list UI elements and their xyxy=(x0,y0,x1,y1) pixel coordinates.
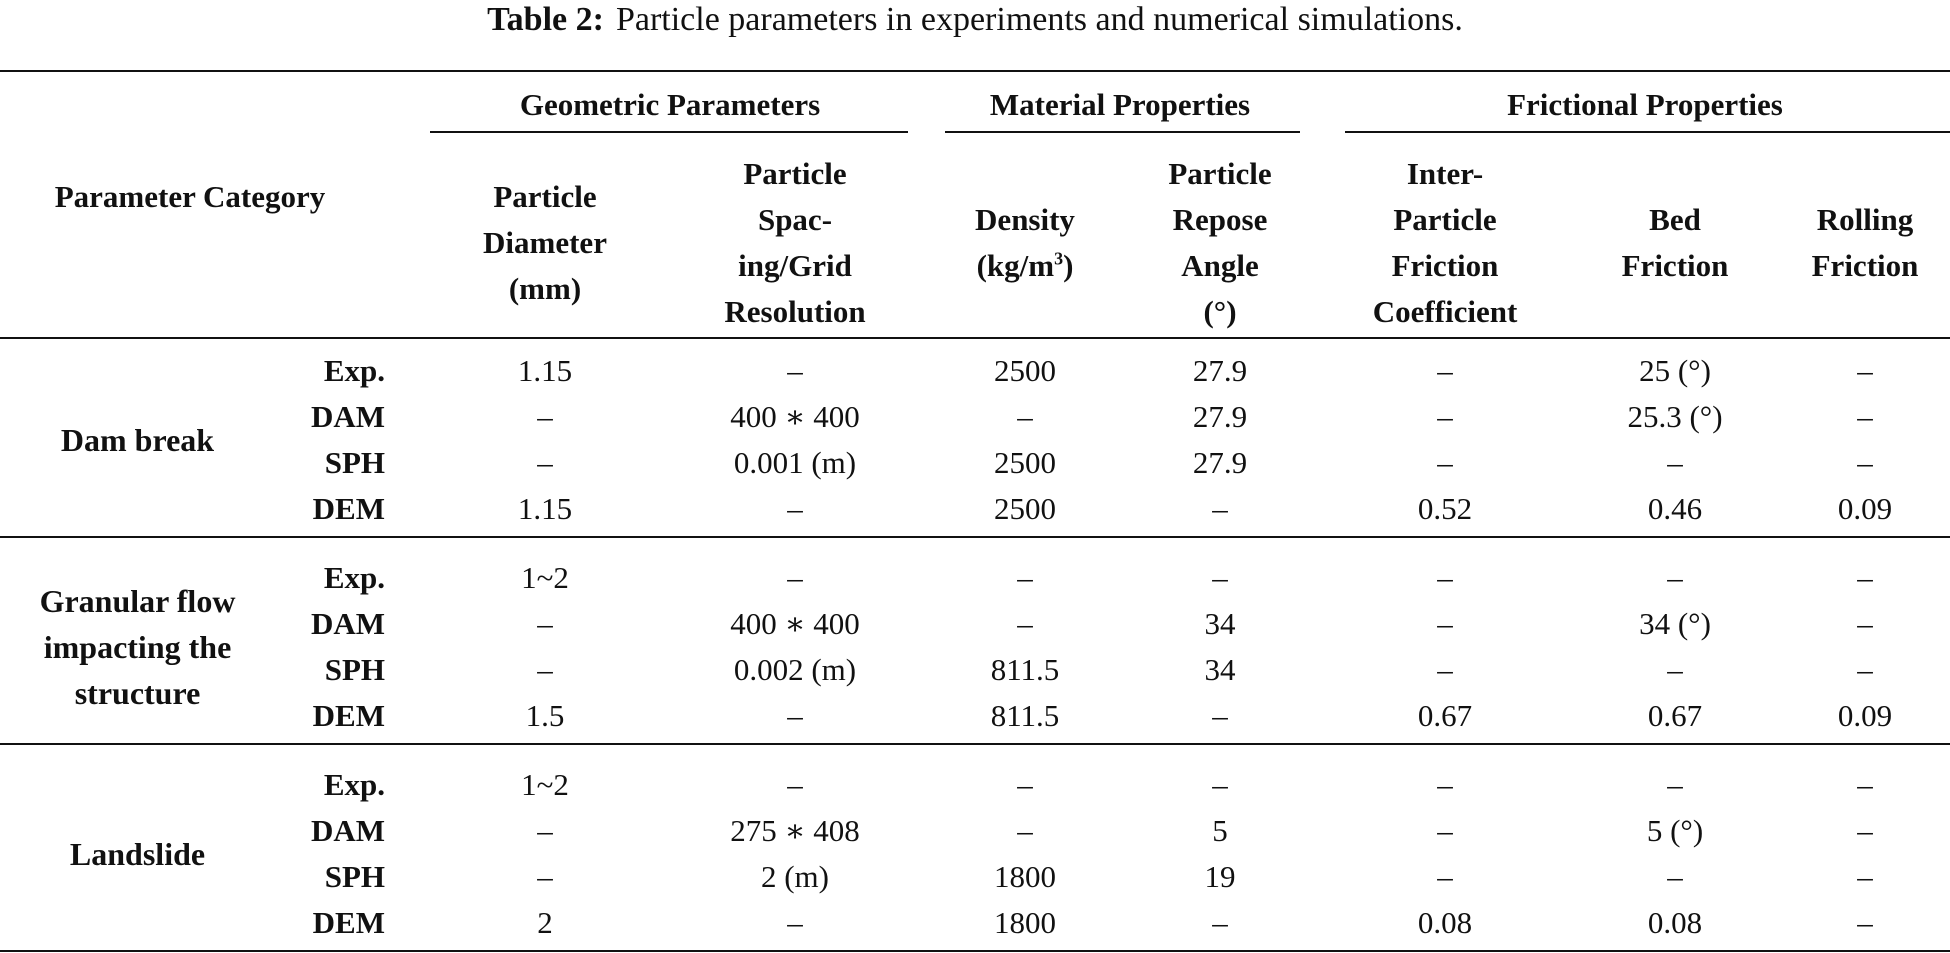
table-cell-bed: – xyxy=(1667,767,1683,802)
repose-header-line: Angle xyxy=(1181,248,1259,283)
table-cell-diameter: – xyxy=(537,399,553,434)
table-cell-density: – xyxy=(1017,399,1033,434)
table-cell-repose: 27.9 xyxy=(1192,353,1248,388)
spacing-header-line: Spac- xyxy=(757,202,833,237)
spacing-header-line: ing/Grid xyxy=(738,248,852,283)
column-header-repose xyxy=(1130,151,1310,335)
table-cell-rolling: 0.09 xyxy=(1837,491,1893,526)
column-header-interparticle xyxy=(1340,151,1550,335)
table-cell-repose: 27.9 xyxy=(1192,399,1248,434)
table-cell-density: 1800 xyxy=(994,905,1056,940)
category-label-line: Granular flow xyxy=(39,583,236,619)
table-cell-repose: 5 xyxy=(1212,813,1228,848)
table-cell-bed: 25.3 (°) xyxy=(1627,399,1723,434)
table-cell-repose: 27.9 xyxy=(1192,445,1248,480)
group-header-material: Material Properties xyxy=(989,87,1251,122)
table-cell-diameter: 1.5 xyxy=(525,698,565,733)
group-header-frictional: Frictional Properties xyxy=(1507,87,1783,122)
table-cell-bed: 0.46 xyxy=(1647,491,1703,526)
group-header-geometric: Geometric Parameters xyxy=(519,87,821,122)
table-cell-rolling: – xyxy=(1857,353,1873,388)
table-cell-interparticle: – xyxy=(1437,606,1453,641)
table-cell-diameter: – xyxy=(537,813,553,848)
table-cell-density: – xyxy=(1017,813,1033,848)
table-cell-rolling: – xyxy=(1857,445,1873,480)
density-unit-close: ) xyxy=(1063,248,1074,283)
table-cell-rolling: 0.09 xyxy=(1837,698,1893,733)
table-cell-interparticle: – xyxy=(1437,353,1453,388)
table-cell-density: – xyxy=(1017,560,1033,595)
table-cell-spacing: 400 ∗ 400 xyxy=(730,606,860,641)
row-method-label: SPH xyxy=(324,445,385,480)
diameter-header-line: (mm) xyxy=(508,271,582,306)
table-cell-diameter: – xyxy=(537,445,553,480)
table-cell-bed: 5 (°) xyxy=(1646,813,1704,848)
table-cell-bed: – xyxy=(1667,560,1683,595)
category-label xyxy=(0,578,275,716)
group-divider-rule xyxy=(0,743,1950,745)
density-unit-base: (kg/m xyxy=(976,248,1055,283)
table-caption xyxy=(0,0,1950,40)
interparticle-header-line: Particle xyxy=(1393,202,1497,237)
repose-header-line: (°) xyxy=(1203,294,1237,329)
diameter-header-line: Particle xyxy=(493,179,597,214)
table-cell-spacing: 2 (m) xyxy=(760,859,829,894)
table-cell-spacing: – xyxy=(787,698,803,733)
table-cell-repose: – xyxy=(1212,767,1228,802)
category-label xyxy=(0,417,275,463)
table-cell-density: 1800 xyxy=(994,859,1056,894)
table-cell-density: – xyxy=(1017,767,1033,802)
table-cell-density: 2500 xyxy=(994,491,1056,526)
table-cell-repose: 34 xyxy=(1204,652,1236,687)
table-cell-spacing: 0.002 (m) xyxy=(733,652,857,687)
repose-header-line: Repose xyxy=(1172,202,1268,237)
table-cell-bed: – xyxy=(1667,652,1683,687)
table-cell-diameter: – xyxy=(537,859,553,894)
table-cell-interparticle: – xyxy=(1437,445,1453,480)
table-cell-diameter: 1~2 xyxy=(521,767,569,802)
category-label-line: Landslide xyxy=(69,836,206,872)
category-label-line: impacting the xyxy=(43,629,232,665)
row-method-label: SPH xyxy=(324,859,385,894)
table-cell-diameter: – xyxy=(537,606,553,641)
table-cell-repose: 19 xyxy=(1204,859,1236,894)
row-method-label: DEM xyxy=(312,491,385,526)
row-method-label: DEM xyxy=(312,905,385,940)
table-cell-bed: 0.08 xyxy=(1647,905,1703,940)
column-header-density xyxy=(940,197,1110,289)
header-rule xyxy=(0,337,1950,339)
caption-label: Table 2: xyxy=(487,1,604,38)
table-cell-spacing: 0.001 (m) xyxy=(733,445,857,480)
table-cell-rolling: – xyxy=(1857,652,1873,687)
table-cell-interparticle: 0.67 xyxy=(1417,698,1473,733)
table-cell-rolling: – xyxy=(1857,905,1873,940)
table-cell-density: 811.5 xyxy=(990,652,1060,687)
table-cell-bed: 0.67 xyxy=(1647,698,1703,733)
category-label-line: structure xyxy=(74,675,201,711)
category-label-line: Dam break xyxy=(60,422,215,458)
table-cell-interparticle: – xyxy=(1437,859,1453,894)
bed-header-line: Friction xyxy=(1621,248,1729,283)
table-cell-rolling: – xyxy=(1857,606,1873,641)
group-rule-frictional xyxy=(1345,131,1950,133)
diameter-header-line: Diameter xyxy=(483,225,607,260)
table-cell-density: – xyxy=(1017,606,1033,641)
density-header-unit xyxy=(940,243,1110,289)
table-cell-rolling: – xyxy=(1857,767,1873,802)
row-method-label: Exp. xyxy=(323,560,385,595)
table-cell-bed: – xyxy=(1667,859,1683,894)
row-method-label: Exp. xyxy=(323,767,385,802)
table-cell-interparticle: – xyxy=(1437,652,1453,687)
group-rule-material xyxy=(945,131,1300,133)
category-label xyxy=(0,831,275,877)
table-cell-rolling: – xyxy=(1857,859,1873,894)
column-header-rolling xyxy=(1780,197,1950,289)
table-cell-diameter: 2 xyxy=(537,905,553,940)
table-cell-spacing: 400 ∗ 400 xyxy=(730,399,860,434)
table-cell-rolling: – xyxy=(1857,399,1873,434)
repose-header-line: Particle xyxy=(1168,156,1272,191)
spacing-header-line: Particle xyxy=(743,156,847,191)
table-cell-repose: – xyxy=(1212,491,1228,526)
table-cell-interparticle: – xyxy=(1437,399,1453,434)
table-cell-bed: – xyxy=(1667,445,1683,480)
top-rule xyxy=(0,70,1950,72)
column-header-category: Parameter Category xyxy=(54,179,326,214)
table-cell-diameter: – xyxy=(537,652,553,687)
interparticle-header-line: Friction xyxy=(1391,248,1499,283)
table-cell-repose: – xyxy=(1212,560,1228,595)
rolling-header-line: Rolling xyxy=(1816,202,1914,237)
table-cell-rolling: – xyxy=(1857,560,1873,595)
table-cell-interparticle: 0.52 xyxy=(1417,491,1473,526)
bed-header-line: Bed xyxy=(1649,202,1701,237)
row-method-label: DAM xyxy=(310,606,385,641)
column-header-bed xyxy=(1590,197,1760,289)
table-cell-diameter: 1.15 xyxy=(517,491,573,526)
table-cell-spacing: – xyxy=(787,560,803,595)
table-cell-spacing: – xyxy=(787,491,803,526)
interparticle-header-line: Coefficient xyxy=(1372,294,1518,329)
table-cell-interparticle: – xyxy=(1437,813,1453,848)
caption-text: Particle parameters in experiments and numerical simulations. xyxy=(615,1,1463,38)
table-cell-spacing: 275 ∗ 408 xyxy=(730,813,860,848)
row-method-label: DEM xyxy=(312,698,385,733)
table-cell-repose: – xyxy=(1212,905,1228,940)
row-method-label: DAM xyxy=(310,399,385,434)
table-cell-rolling: – xyxy=(1857,813,1873,848)
rolling-header-line: Friction xyxy=(1811,248,1919,283)
table-cell-diameter: 1~2 xyxy=(521,560,569,595)
table-cell-bed: 25 (°) xyxy=(1639,353,1711,388)
table-cell-bed: 34 (°) xyxy=(1639,606,1711,641)
row-method-label: DAM xyxy=(310,813,385,848)
table-cell-spacing: – xyxy=(787,905,803,940)
bottom-rule xyxy=(0,950,1950,952)
density-header-line: Density xyxy=(975,202,1075,237)
table-cell-interparticle: – xyxy=(1437,767,1453,802)
row-method-label: Exp. xyxy=(323,353,385,388)
table-cell-repose: – xyxy=(1212,698,1228,733)
table-cell-spacing: – xyxy=(787,767,803,802)
table-cell-interparticle: – xyxy=(1437,560,1453,595)
column-header-spacing xyxy=(680,151,910,335)
row-method-label: SPH xyxy=(324,652,385,687)
table-cell-diameter: 1.15 xyxy=(517,353,573,388)
column-header-diameter xyxy=(440,174,650,312)
table-cell-density: 2500 xyxy=(994,445,1056,480)
table-cell-interparticle: 0.08 xyxy=(1417,905,1473,940)
table-cell-density: 811.5 xyxy=(990,698,1060,733)
table-cell-repose: 34 xyxy=(1204,606,1236,641)
spacing-header-line: Resolution xyxy=(724,294,866,329)
table-cell-density: 2500 xyxy=(994,353,1056,388)
group-divider-rule xyxy=(0,536,1950,538)
group-rule-geometric xyxy=(430,131,908,133)
density-unit-exponent: 3 xyxy=(1054,248,1064,269)
interparticle-header-line: Inter- xyxy=(1406,156,1484,191)
table-cell-spacing: – xyxy=(787,353,803,388)
